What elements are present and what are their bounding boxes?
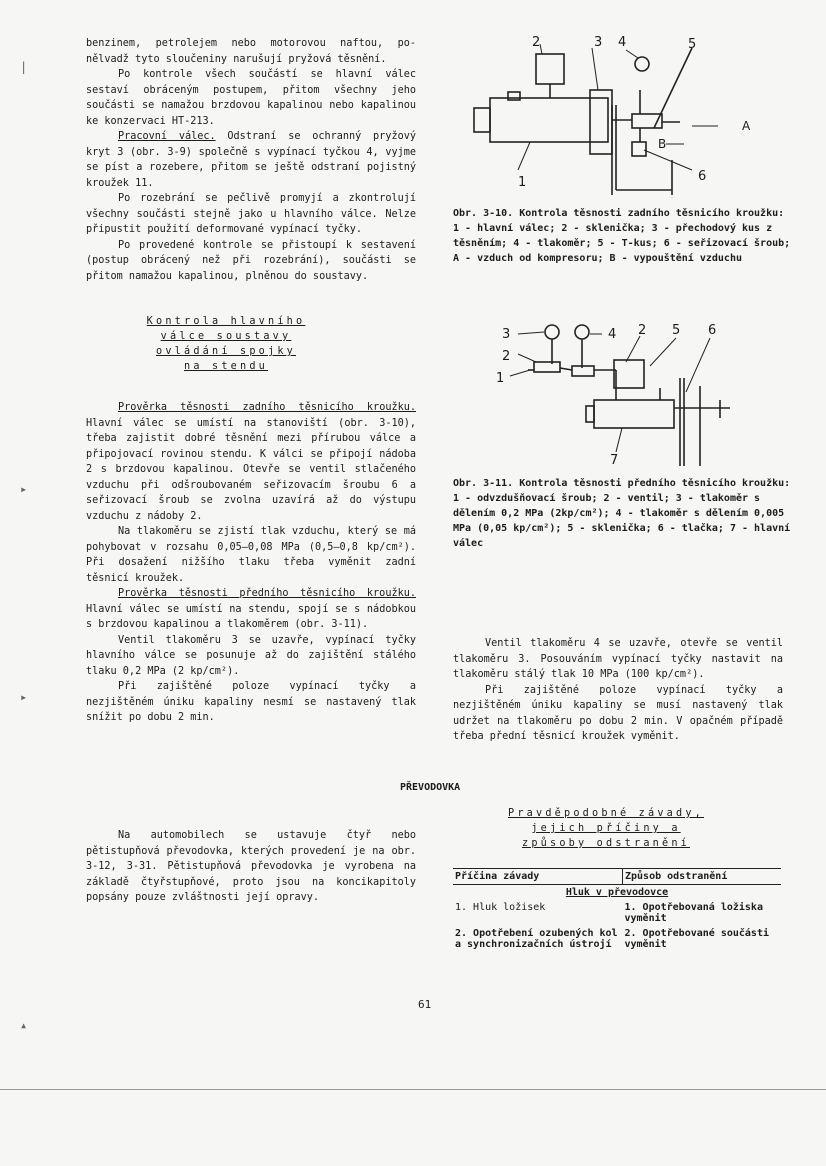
table-cell: 2. Opotřebované součásti vyměnit	[624, 928, 769, 950]
section-title-line: Kontrola hlavního	[146, 316, 306, 327]
paragraph: benzinem, petrolejem nebo motorovou naftou, po-nělvadž tyto sloučeniny narušují pryžová těsnění.	[86, 38, 416, 65]
figure-label: 1	[518, 175, 527, 190]
section-title	[106, 314, 346, 374]
margin-mark: ▸	[20, 482, 28, 496]
paragraph: Po kontrole všech součástí se hlavní válec sestaví obráceným postupem, přitom všechny jeho součásti se namažou brzdovou kapalinou nebo kapalinou ke konzervaci HT-213.	[86, 69, 416, 127]
figure-label: 4	[608, 327, 617, 342]
table-cell: 1. Hluk ložisek	[455, 902, 546, 913]
figure-label: B	[658, 137, 667, 151]
figure-label: 5	[672, 323, 681, 338]
paragraph	[86, 400, 416, 524]
paragraph-text: Odstraní se ochranný pryžový kryt 3 (obr. 3-9) společně s vypínací tyčkou 4, vyjme se píst a rozebere, přitom se ještě odstraní pojistný kroužek 11.	[86, 131, 416, 189]
right-column-text	[453, 636, 783, 745]
figure-3-10	[460, 30, 760, 200]
table-title-line: Pravděpodobné závady,	[507, 808, 704, 819]
figure-caption	[453, 206, 793, 266]
page-number: 61	[418, 998, 432, 1011]
paragraph: Při zajištěné poloze vypínací tyčky a nezjištěném úniku kapaliny se musí nastavený tlak udržet na tlakoměru po dobu 2 min. V opačném případě třeba přední těsnicí kroužek vyměnit.	[453, 684, 783, 742]
paragraph-text: Hlavní válec se umístí na stanoviští (obr. 3-10), třeba zajistit dobré těsnění mezi přírubou válce a připojovací rovinou stendu. K válci se připojí nádoba 2 s brzdovou kapalinou. Otevře se ventil stlačeného vzduchu při odšroubovaném seřizovacím šroubu 6 a seřizovací šroub se zvolna uzavírá až do výstupu vzduchu z nádoby 2.	[86, 417, 416, 522]
figure-label: 1	[496, 371, 505, 386]
section-title-line: na stendu	[183, 361, 268, 372]
paragraph-text: Hlavní válec se umístí na stendu, spojí se s nádobkou s brzdovou kapalinou a tlakoměrem (obr. 3-11).	[86, 603, 416, 630]
paragraph	[86, 129, 416, 191]
figure-label: 2	[532, 35, 541, 50]
paragraph-heading: Prověrka těsnosti předního těsnicího kroužku.	[118, 588, 416, 599]
caption-legend: 1 - hlavní válec; 2 - sklenička; 3 - přechodový kus z těsněním; 4 - tlakoměr; 5 - T-kus; 6 - seřizovací šroub; A - vzduch od kompresoru; B - vypouštění vzduchu	[453, 223, 791, 264]
margin-mark: ▴	[20, 1018, 28, 1032]
figure-label: 4	[618, 35, 627, 50]
margin-mark: ▸	[20, 690, 28, 704]
figure-label: 6	[708, 323, 717, 338]
paragraph: Po rozebrání se pečlivě promyjí a zkontrolují všechny součásti stejně jako u hlavního válce. Nelze připustit použití deformované vypínací tyčky.	[86, 193, 416, 235]
table-title-line: jejich příčiny a	[531, 823, 681, 834]
paragraph-text: Na automobilech se ustavuje čtyř nebo pětistupňová převodovka, kterých provedení je na obr. 3-12, 3-31. Pětistupňová převodovka je vyrobena na základě čtyřstupňové, proto jsou na koncikapitoly popsány pouze zvláštnosti její opravy.	[86, 830, 416, 903]
column-header: Způsob odstranění	[623, 869, 782, 885]
figure-label: 2	[502, 349, 511, 364]
figure-label: 7	[610, 453, 619, 468]
figure-3-11	[490, 318, 750, 468]
table-cell: 1. Opotřebovaná ložiska vyměnit	[624, 902, 763, 924]
paragraph: Po provedené kontrole se přistoupí k sestavení (postup obrácený než při rozebrání), součásti se přitom namažou kapalinou, plněnou do soustavy.	[86, 239, 416, 282]
caption-legend: 1 - odvzdušňovací šroub; 2 - ventil; 3 - tlakoměr s dělením 0,2 MPa (2kp/cm²); 4 - tlakoměr s dělením 0,005 MPa (0,05 kp/cm²); 5 - sklenička; 6 - tlačka; 7 - hlavní válec	[453, 493, 791, 549]
figure-label: 6	[698, 169, 707, 184]
paragraph	[86, 586, 416, 633]
figure-label: 2	[638, 323, 647, 338]
paragraph: Ventil tlakoměru 4 se uzavře, otevře se ventil tlakoměru 3. Posouváním vypínací tyčky nastavit na tlakoměru stálý tlak 10 MPa (100 kp/cm²).	[453, 638, 783, 680]
column-header: Příčina závady	[453, 869, 623, 885]
table-row	[453, 900, 781, 926]
figure-label: 3	[502, 327, 511, 342]
paragraph: Při zajištěné poloze vypínací tyčky a nezjištěném úniku kapaliny nesmí se nastavený tlak snížit po dobu 2 min.	[86, 681, 416, 723]
paragraph: Na tlakoměru se zjistí tlak vzduchu, který se má pohybovat v rozsahu 0,05–0,08 MPa (0,5–0,8 kp/cm²). Při dosažení nižšího tlaku třeba vyměnit zadní těsnicí kroužek.	[86, 526, 416, 584]
section-header: PŘEVODOVKA	[400, 782, 461, 793]
margin-mark: |	[20, 60, 28, 74]
table-header-row	[453, 869, 781, 885]
fault-table	[453, 868, 781, 952]
figure-label: A	[742, 119, 751, 133]
table-title	[476, 806, 736, 851]
caption-title: Obr. 3-10. Kontrola těsnosti zadního těsnicího kroužku:	[453, 208, 785, 219]
table-group-row	[453, 885, 781, 901]
table-title-line: způsoby odstranění	[521, 838, 690, 849]
paragraph	[86, 828, 416, 906]
section-title-line: válce soustavy	[160, 331, 292, 342]
page-edge-line	[0, 1089, 826, 1090]
figure-label: 3	[594, 35, 603, 50]
paragraph-heading: Pracovní válec.	[118, 131, 216, 142]
section-title-line: ovládání spojky	[155, 346, 296, 357]
paragraph: Ventil tlakoměru 3 se uzavře, vypínací tyčky hlavního válce se posunuje až do zajištění stálého tlaku 0,2 MPa (2 kp/cm²).	[86, 634, 416, 677]
paragraph-heading: Prověrka těsnosti zadního těsnicího kroužku.	[118, 402, 416, 413]
table-cell: 2. Opotřebení ozubených kol a synchronizačních ústrojí	[455, 928, 618, 950]
figure-label: 5	[688, 37, 697, 52]
table-row	[453, 926, 781, 952]
left-column	[86, 36, 416, 726]
table-group-label: Hluk v převodovce	[565, 887, 669, 898]
figure-caption	[453, 476, 793, 551]
caption-title: Obr. 3-11. Kontrola těsnosti předního těsnicího kroužku:	[453, 478, 791, 489]
